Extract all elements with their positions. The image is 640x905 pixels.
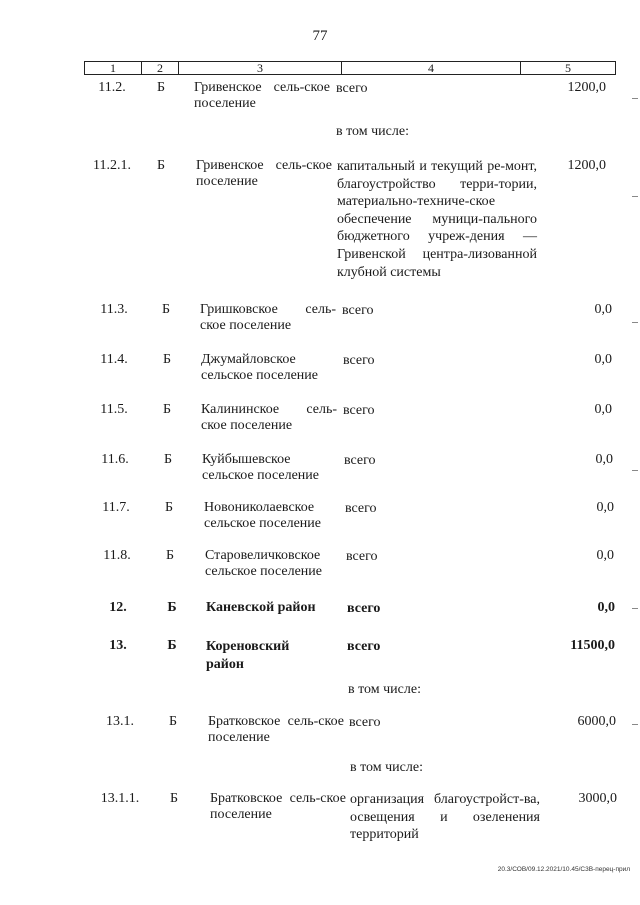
- scan-edge-mark: [632, 470, 638, 471]
- row-description: всего: [343, 353, 375, 368]
- row-number: 13.1.: [106, 714, 134, 729]
- row-category: Б: [162, 402, 172, 417]
- document-footer-code: 20.3/СОВ/09.12.2021/10.45/С3В-перец-прил: [497, 866, 630, 873]
- row-description: всего: [349, 715, 381, 730]
- row-description: всего: [344, 453, 376, 468]
- row-description: всего: [347, 639, 381, 654]
- row-amount: 11500,0: [570, 638, 615, 653]
- row-description: капитальный и текущий ре-монт, благоустройство терри-тории, материально-техниче-ское обеспечение муници-пального бюджетного учреж-дения — Гривенской центра-лизованной клубной системы: [337, 159, 537, 280]
- row-description: всего: [343, 403, 375, 418]
- row-category: Б: [168, 714, 178, 729]
- row-category: Б: [163, 452, 173, 467]
- row-amount: 6000,0: [577, 714, 616, 729]
- row-number: 11.2.: [98, 80, 126, 95]
- row-category: Б: [161, 302, 171, 317]
- row-name: Калининское сель-ское поселение: [201, 402, 337, 433]
- row-number: 11.4.: [100, 352, 128, 367]
- page-number: 77: [312, 28, 328, 44]
- row-category: Б: [156, 158, 166, 173]
- row-amount: 1200,0: [567, 158, 606, 173]
- row-name: Гривенское сель-ское поселение: [196, 158, 332, 189]
- row-amount: 3000,0: [578, 791, 617, 806]
- row-number: 11.5.: [100, 402, 128, 417]
- header-cell-1: 1: [84, 61, 142, 75]
- row-name: Старовеличковское сельское поселение: [205, 548, 322, 579]
- row-number: 13.1.1.: [100, 791, 140, 806]
- row-number: 11.2.1.: [93, 158, 131, 173]
- row-category: Б: [167, 638, 177, 653]
- row-name: Кореновский район: [206, 639, 290, 672]
- row-description: организация благоустройст-ва, освещения и озеленения территорий: [350, 792, 540, 843]
- scan-edge-mark: [632, 322, 638, 323]
- header-cell-4: 4: [341, 61, 521, 75]
- subtotal-label: в том числе:: [336, 124, 409, 139]
- row-number: 11.8.: [103, 548, 131, 563]
- row-category: Б: [165, 548, 175, 563]
- row-number: 11.3.: [100, 302, 128, 317]
- row-name: Гришковское сель-ское поселение: [200, 302, 336, 333]
- subtotal-label: в том числе:: [350, 760, 423, 775]
- row-amount: 0,0: [595, 452, 613, 467]
- row-category: Б: [156, 80, 166, 95]
- row-amount: 0,0: [594, 302, 612, 317]
- row-name: Каневской район: [206, 600, 316, 615]
- header-cell-3: 3: [178, 61, 342, 75]
- row-name: Новониколаевское сельское поселение: [204, 500, 321, 531]
- row-number: 13.: [109, 638, 127, 653]
- row-name: Куйбышевское сельское поселение: [202, 452, 319, 483]
- row-category: Б: [169, 791, 179, 806]
- row-name: Братковское сель-ское поселение: [208, 714, 344, 745]
- row-description: всего: [336, 81, 368, 96]
- row-number: 11.7.: [102, 500, 130, 515]
- row-category: Б: [162, 352, 172, 367]
- header-cell-5: 5: [520, 61, 616, 75]
- row-number: 11.6.: [101, 452, 129, 467]
- scan-edge-mark: [632, 196, 638, 197]
- row-name: Братковское сель-ское поселение: [210, 791, 346, 822]
- scan-edge-mark: [632, 608, 638, 609]
- row-amount: 0,0: [596, 548, 614, 563]
- scan-edge-mark: [632, 98, 638, 99]
- row-name: Гривенское сель-ское поселение: [194, 80, 330, 111]
- row-amount: 1200,0: [567, 80, 606, 95]
- row-amount: 0,0: [594, 352, 612, 367]
- row-category: Б: [167, 600, 177, 615]
- row-category: Б: [164, 500, 174, 515]
- row-number: 12.: [109, 600, 127, 615]
- row-amount: 0,0: [594, 402, 612, 417]
- row-amount: 0,0: [596, 500, 614, 515]
- scan-edge-mark: [632, 724, 638, 725]
- row-name: Джумайловское сельское поселение: [201, 352, 318, 383]
- row-description: всего: [345, 501, 377, 516]
- row-description: всего: [342, 303, 374, 318]
- row-description: всего: [346, 549, 378, 564]
- subtotal-label: в том числе:: [348, 682, 421, 697]
- row-amount: 0,0: [597, 600, 615, 615]
- header-cell-2: 2: [141, 61, 179, 75]
- row-description: всего: [347, 601, 381, 616]
